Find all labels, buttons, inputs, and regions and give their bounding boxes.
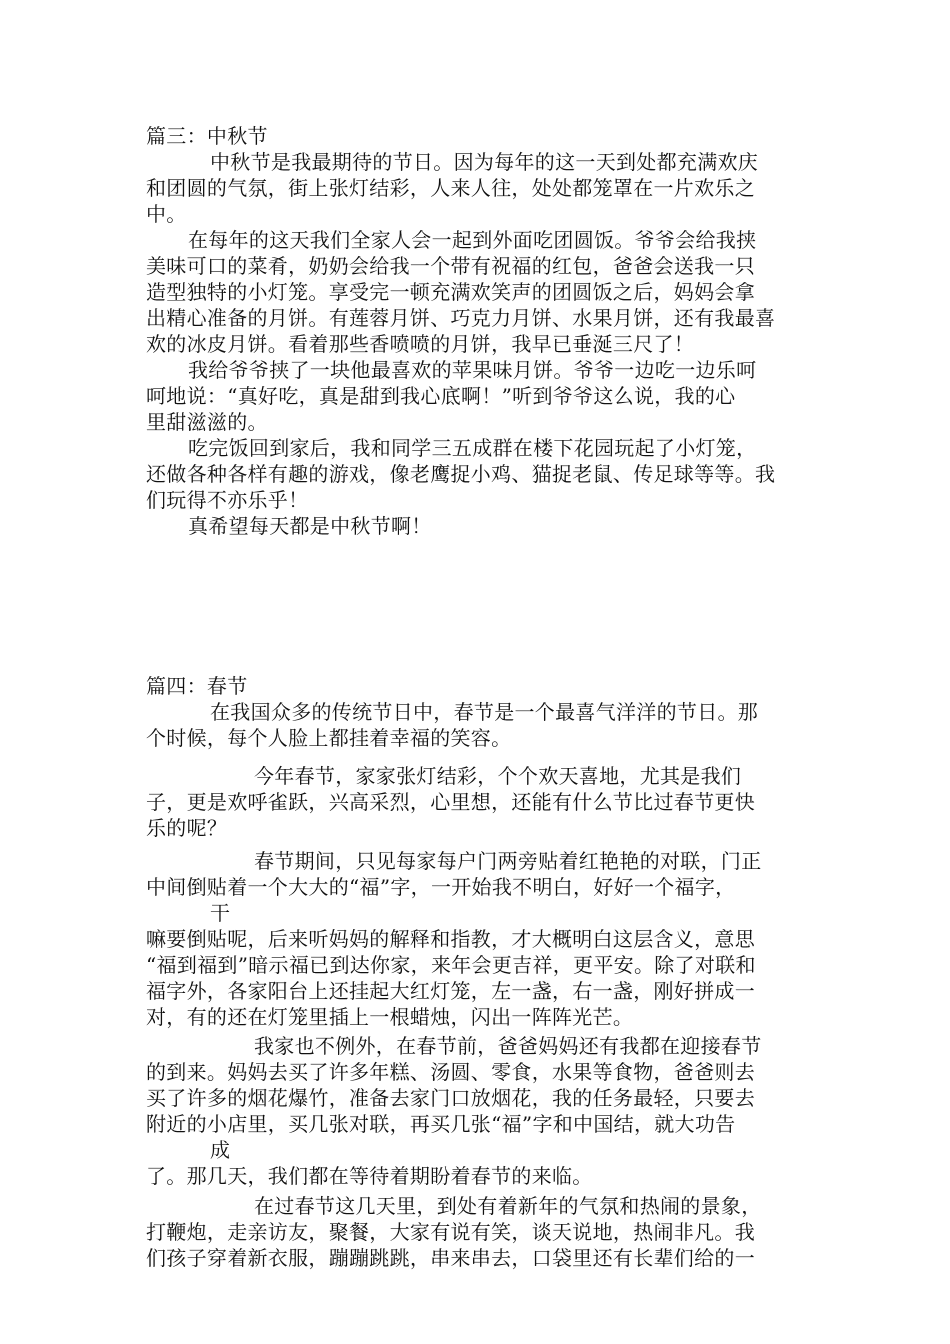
paragraph-line: 中。: [146, 202, 187, 226]
paragraph-line: 还做各种各样有趣的游戏，像老鹰捉小鸡、猫捉老鼠、传足球等等。我: [146, 462, 776, 486]
paragraph-line: 我给爷爷挟了一块他最喜欢的苹果味月饼。爷爷一边吃一边乐呵: [188, 358, 757, 382]
paragraph-line: 成: [210, 1138, 231, 1162]
paragraph-line: 附近的小店里，买几张对联，再买几张“福”字和中国结，就大功告: [146, 1112, 736, 1136]
paragraph-line: 中间倒贴着一个大大的“福”字，一开始我不明白，好好一个福字，: [146, 875, 736, 899]
paragraph-line: 买了许多的烟花爆竹，准备去家门口放烟花，我的任务最轻，只要去: [146, 1086, 755, 1110]
paragraph-line: 嘛要倒贴呢，后来听妈妈的解释和指教，才大概明白这层含义，意思: [146, 927, 755, 951]
paragraph-line: 们孩子穿着新衣服，蹦蹦跳跳，串来串去，口袋里还有长辈们给的一: [146, 1246, 755, 1270]
paragraph-line: 今年春节，家家张灯结彩，个个欢天喜地，尤其是我们: [254, 764, 742, 788]
paragraph-line: 和团圆的气氛，街上张灯结彩，人来人往，处处都笼罩在一片欢乐之: [146, 176, 755, 200]
paragraph-line: 呵地说：“真好吃，真是甜到我心底啊！”听到爷爷这么说，我的心: [146, 384, 736, 408]
paragraph-line: 福字外，各家阳台上还挂起大红灯笼，左一盏，右一盏，刚好拼成一: [146, 979, 755, 1003]
paragraph-line: 出精心准备的月饼。有莲蓉月饼、巧克力月饼、水果月饼，还有我最喜: [146, 306, 776, 330]
paragraph-line: 美味可口的菜肴，奶奶会给我一个带有祝福的红包，爸爸会送我一只: [146, 254, 755, 278]
paragraph-line: 里甜滋滋的。: [146, 410, 268, 434]
paragraph-line: 真希望每天都是中秋节啊！: [188, 514, 432, 538]
paragraph-line: 了。那几天，我们都在等待着期盼着春节的来临。: [146, 1164, 593, 1188]
paragraph-line: 乐的呢？: [146, 816, 228, 840]
paragraph-line: 中秋节是我最期待的节日。因为每年的这一天到处都充满欢庆: [210, 150, 759, 174]
paragraph-line: 子，更是欢呼雀跃，兴高采烈，心里想，还能有什么节比过春节更快: [146, 790, 755, 814]
paragraph-line: 在过春节这几天里，到处有着新年的气氛和热闹的景象，: [254, 1194, 762, 1218]
paragraph-line: 春节期间，只见每家每户门两旁贴着红艳艳的对联，门正: [254, 849, 762, 873]
paragraph-line: 吃完饭回到家后，我和同学三五成群在楼下花园玩起了小灯笼，: [188, 436, 757, 460]
paragraph-line: 对，有的还在灯笼里插上一根蜡烛，闪出一阵阵光芒。: [146, 1005, 634, 1029]
paragraph-line: 打鞭炮，走亲访友，聚餐，大家有说有笑，谈天说地，热闹非凡。我: [146, 1220, 755, 1244]
paragraph-line: 个时候，每个人脸上都挂着幸福的笑容。: [146, 726, 512, 750]
section-title: 篇三：中秋节: [146, 124, 268, 148]
section-title: 篇四：春节: [146, 674, 248, 698]
paragraph-line: 在每年的这天我们全家人会一起到外面吃团圆饭。爷爷会给我挟: [188, 228, 757, 252]
paragraph-line: 在我国众多的传统节日中，春节是一个最喜气洋洋的节日。那: [210, 700, 759, 724]
paragraph-line: 欢的冰皮月饼。看着那些香喷喷的月饼，我早已垂涎三尺了！: [146, 332, 695, 356]
paragraph-line: 我家也不例外，在春节前，爸爸妈妈还有我都在迎接春节: [254, 1034, 762, 1058]
paragraph-line: “福到福到”暗示福已到达你家，来年会更吉祥，更平安。除了对联和: [146, 953, 756, 977]
paragraph-line: 造型独特的小灯笼。享受完一顿充满欢笑声的团圆饭之后，妈妈会拿: [146, 280, 755, 304]
paragraph-line: 的到来。妈妈去买了许多年糕、汤圆、零食，水果等食物，爸爸则去: [146, 1060, 755, 1084]
paragraph-line: 们玩得不亦乐乎！: [146, 488, 309, 512]
paragraph-line: 干: [210, 901, 231, 925]
